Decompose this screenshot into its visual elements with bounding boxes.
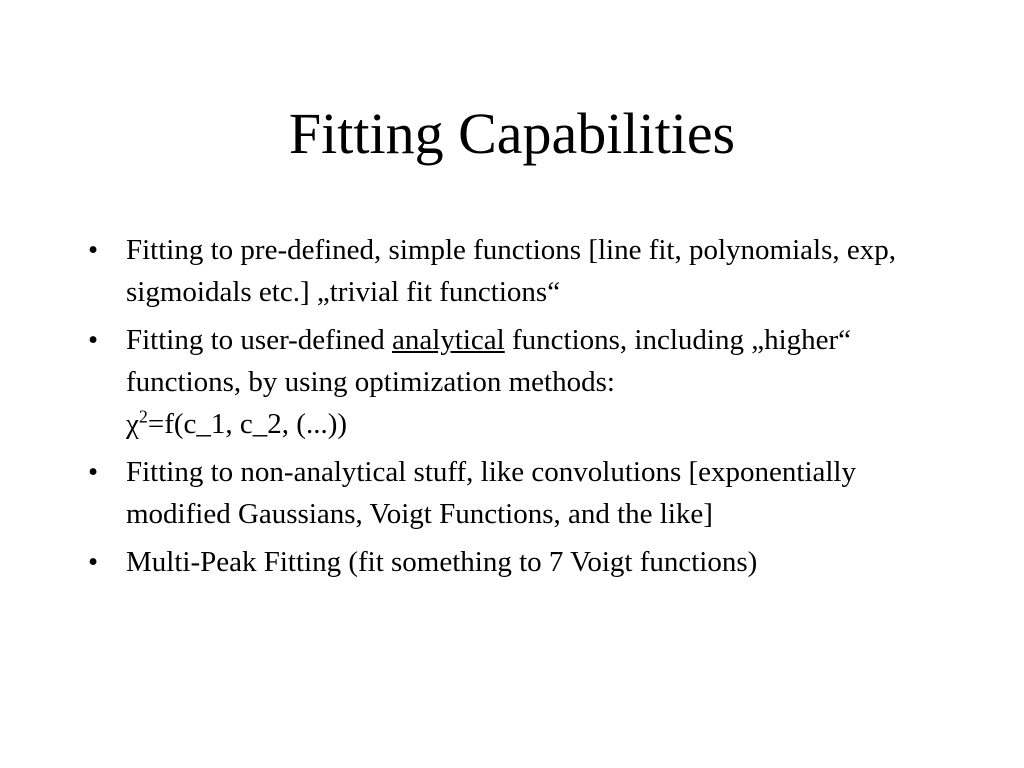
bullet-text: Multi-Peak Fitting (fit something to 7 Voigt functions) <box>126 546 758 578</box>
bullet-icon: • <box>88 234 99 266</box>
bullet-underlined-word: analytical <box>392 324 505 356</box>
formula-superscript: 2 <box>138 406 148 427</box>
bullet-icon: • <box>88 546 99 578</box>
bullet-item-2 <box>88 319 918 445</box>
slide-title: Fitting Capabilities <box>288 101 736 166</box>
bullet-list <box>88 229 918 589</box>
bullet-text-after: functions, including „higher“ functions, by using optimization methods: <box>126 324 852 398</box>
formula-rest: =f(c_1, c_2, (...)) <box>147 408 348 440</box>
bullet-text: Fitting to pre-defined, simple functions [line fit, polynomials, exp, sigmoidals etc.] „trivial fit functions“ <box>126 234 896 308</box>
bullet-text-before: Fitting to user-defined <box>126 324 393 356</box>
bullet-icon: • <box>88 456 99 488</box>
bullet-item-3 <box>88 451 918 535</box>
bullet-text: Fitting to non-analytical stuff, like convolutions [exponentially modified Gaussians, Voigt Functions, and the like] <box>126 456 856 530</box>
formula-symbol: χ <box>126 408 139 440</box>
bullet-item-4 <box>88 541 918 583</box>
bullet-item-1 <box>88 229 918 313</box>
bullet-icon: • <box>88 324 99 356</box>
